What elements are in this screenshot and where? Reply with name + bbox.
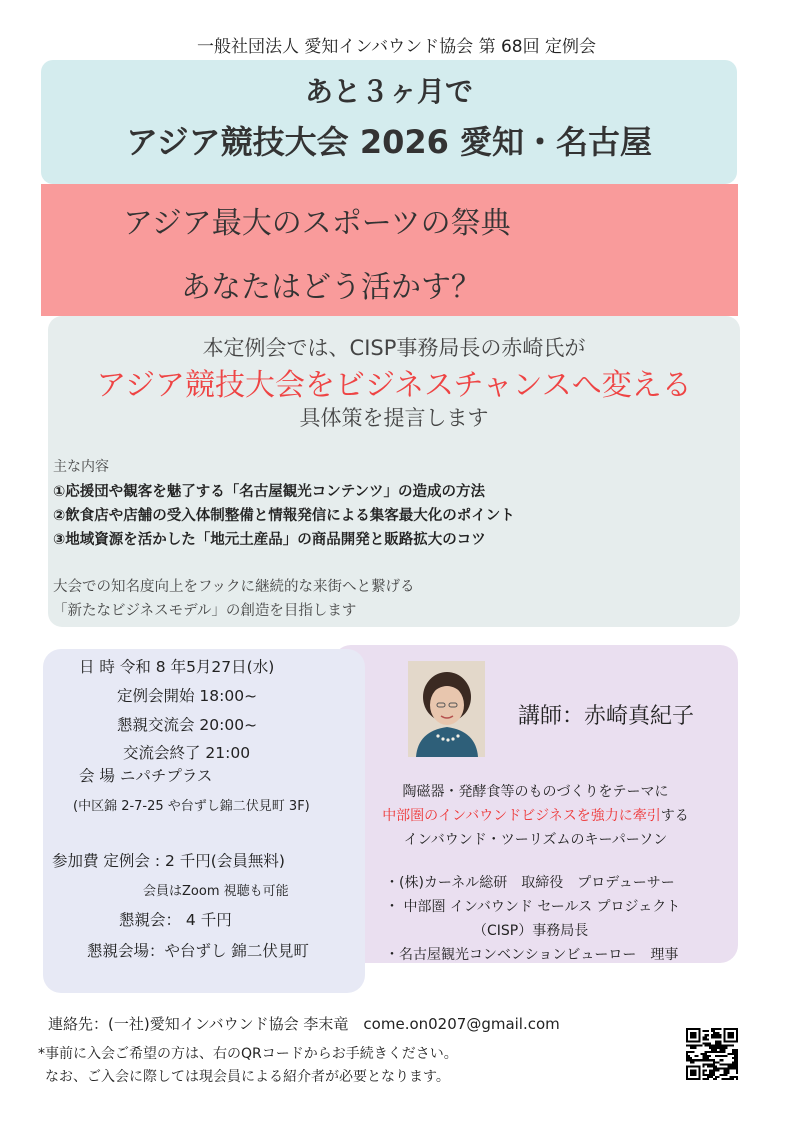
speaker-name: 講師：赤崎真紀子 — [518, 704, 695, 729]
event-end-time: 交流会終了 21:00 — [123, 744, 251, 762]
speaker-section — [333, 645, 738, 963]
intro-line-3: 具体策を提言します — [299, 406, 489, 430]
content-point-3: ③地域資源を活かした「地元土産品」の商品開発と販路拡大のコツ — [53, 532, 486, 548]
subtitle-line-2: あなたはどう活かす？ — [181, 270, 481, 305]
speaker-photo — [408, 661, 485, 757]
social-fee: 懇親会： 4 千円 — [119, 911, 232, 929]
main-content-heading: 主な内容 — [53, 459, 109, 475]
event-social-time: 懇親交流会 20:00~ — [117, 716, 258, 734]
closing-line-1: 大会での知名度向上をフックに継続的な来街へと繋げる — [53, 579, 415, 595]
speaker-bio-3: インバウンド・ツーリズムのキーパーソン — [403, 832, 668, 848]
speaker-role-4: ・名古屋観光コンベンションビューロー 理事 — [385, 947, 679, 963]
intro-highlight: アジア競技大会をビジネスチャンスへ変える — [96, 368, 692, 403]
organization-header: 一般社団法人 愛知インバウンド協会 第 68回 定例会 — [196, 37, 597, 57]
subtitle-banner — [41, 184, 738, 316]
qr-code-icon[interactable] — [686, 1028, 738, 1080]
zoom-note: 会員はZoom 視聴も可能 — [143, 884, 289, 899]
event-start-time: 定例会開始 18:00~ — [117, 687, 258, 705]
title-line-2: アジア競技大会 2026 愛知・名古屋 — [125, 123, 653, 161]
title-banner — [41, 60, 737, 184]
membership-note-1: *事前に入会ご希望の方は、右のQRコードからお手続きください。 — [38, 1046, 458, 1062]
event-fee: 参加費 定例会 : 2 千円(会員無料) — [52, 852, 285, 870]
membership-note-2: なお、ご入会に際しては現会員による紹介者が必要となります。 — [45, 1069, 450, 1085]
event-venue: 会 場 ニパチプラス — [79, 767, 213, 785]
speaker-role-3: （CISP）事務局長 — [473, 923, 589, 939]
content-point-2: ②飲食店や店舗の受入体制整備と情報発信による集客最大化のポイント — [53, 508, 515, 524]
contact-line: 連絡先：(一社)愛知インバウンド協会 李末竜 come.on0207@gmail.com — [48, 1015, 560, 1033]
closing-line-2: 「新たなビジネスモデル」の創造を目指します — [53, 603, 357, 619]
subtitle-line-1: アジア最大のスポーツの祭典 — [123, 206, 511, 241]
speaker-portrait-image — [408, 661, 485, 757]
title-line-1: あと３ヶ月で — [304, 75, 473, 108]
speaker-bio-1: 陶磁器・発酵食等のものづくりをテーマに — [402, 784, 669, 800]
speaker-role-1: ・(株)カーネル総研 取締役 プロデューサー — [385, 875, 675, 891]
speaker-bio-highlight: 中部圏のインバウンドビジネスを強力に牽引 — [382, 808, 661, 824]
social-venue: 懇親会場：や台ずし 錦二伏見町 — [87, 942, 309, 960]
event-address: (中区錦 2-7-25 や台ずし錦二伏見町 3F) — [73, 799, 310, 814]
intro-line-1: 本定例会では、CISP事務局長の赤崎氏が — [202, 336, 586, 360]
speaker-bio-suffix: する — [660, 808, 689, 824]
event-date: 日 時 令和 8 年5月27日(水) — [79, 658, 275, 676]
content-section — [48, 316, 740, 627]
speaker-role-2: ・ 中部圏 インバウンド セールス プロジェクト — [385, 899, 681, 915]
content-point-1: ①応援団や観客を魅了する「名古屋観光コンテンツ」の造成の方法 — [53, 484, 486, 500]
event-info-section — [43, 649, 365, 993]
speaker-bio-2 — [333, 805, 738, 825]
